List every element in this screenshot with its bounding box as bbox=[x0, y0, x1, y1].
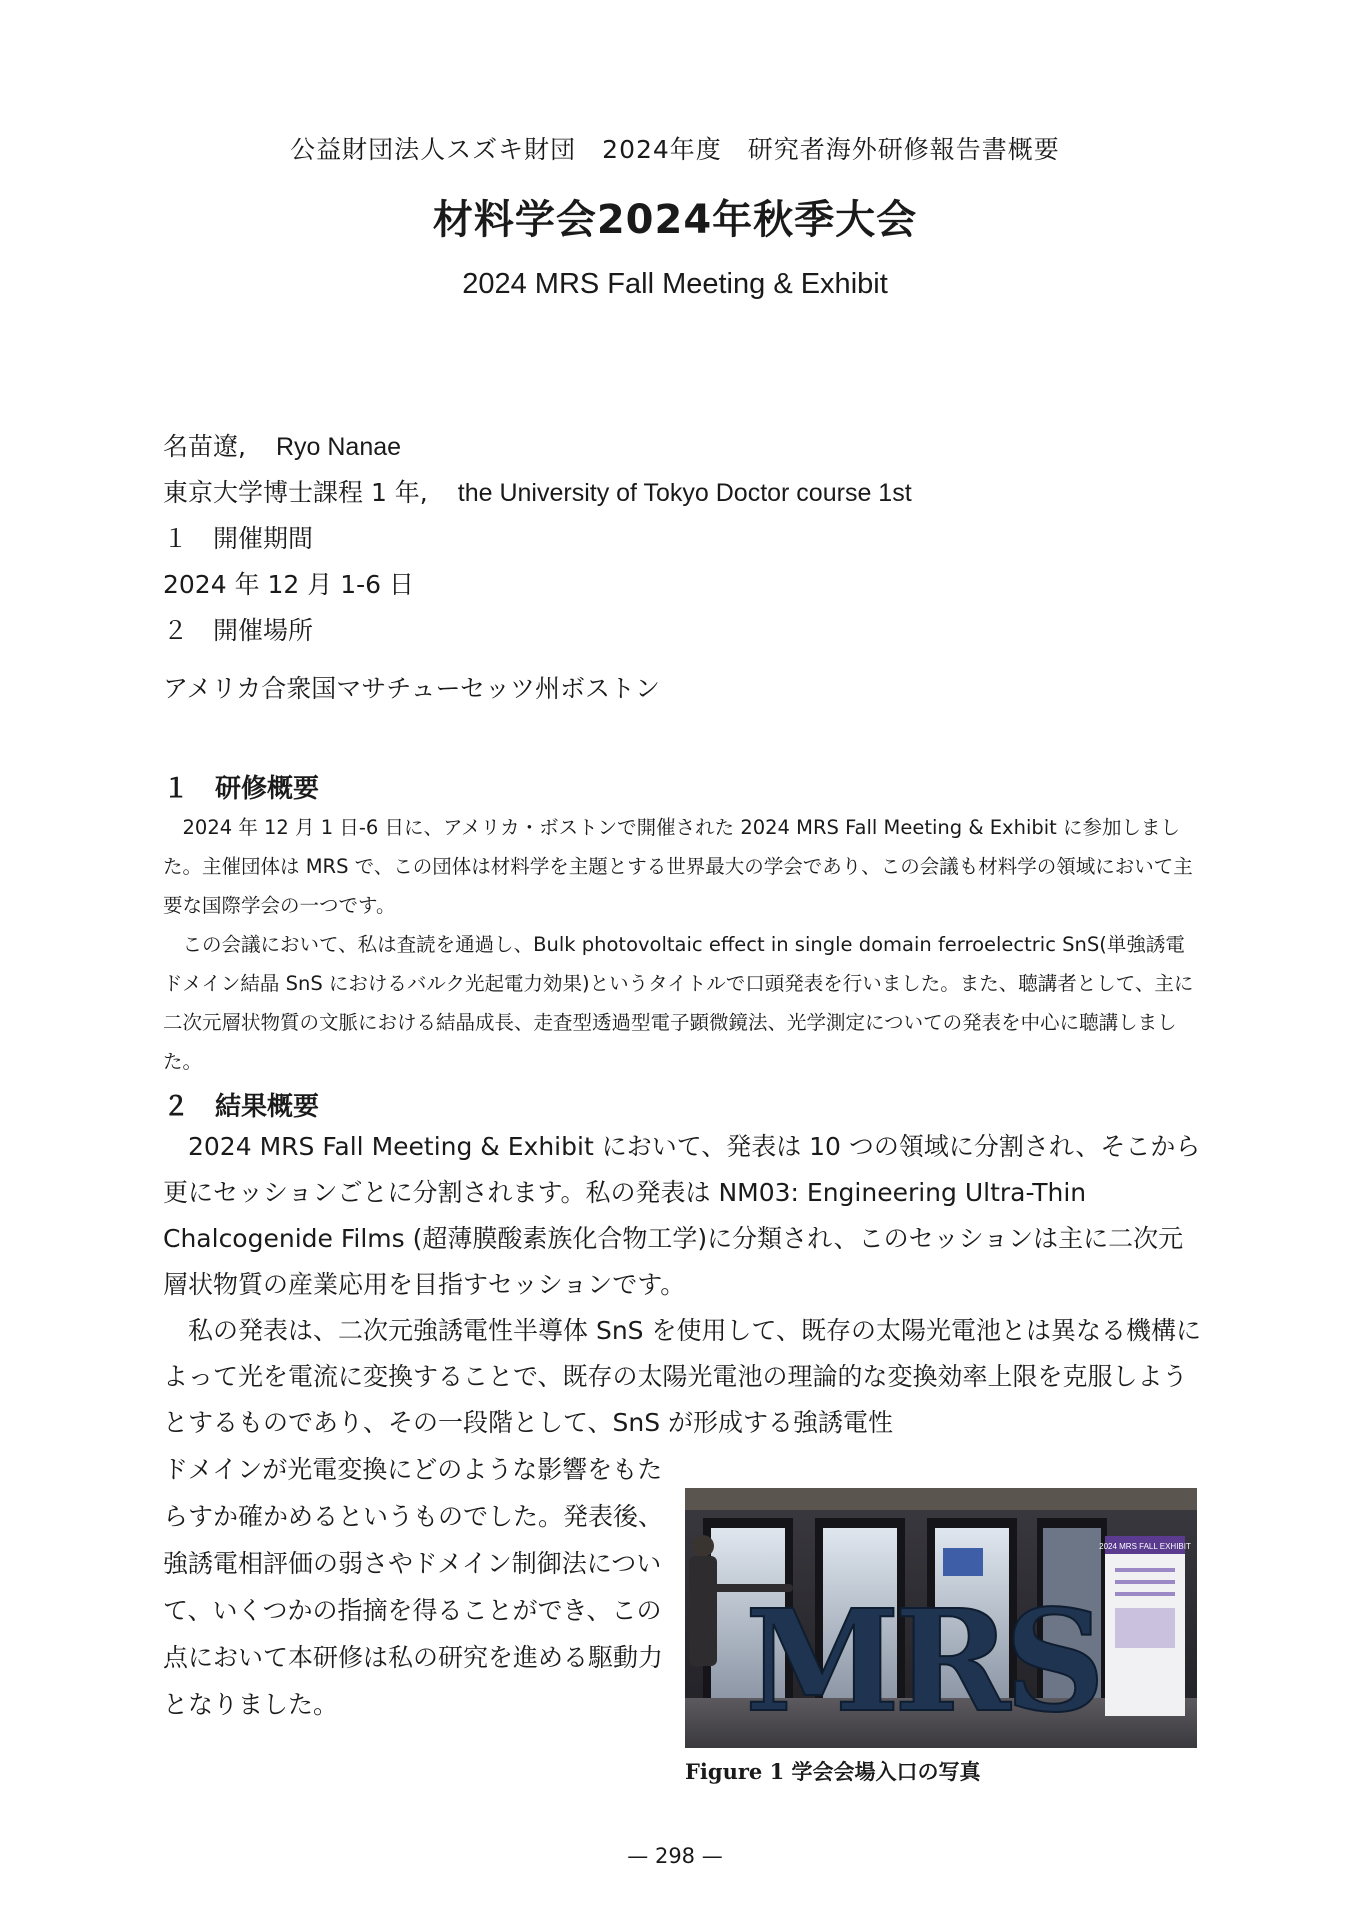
venue-photo-illustration bbox=[685, 1488, 1197, 1748]
place-heading: ２ 開催場所 bbox=[163, 616, 314, 645]
affiliation-en: the University of Tokyo Doctor course 1st bbox=[457, 479, 912, 507]
venue-entrance-photo bbox=[685, 1488, 1197, 1748]
author-name-line bbox=[163, 424, 1203, 470]
figure-caption: Figure 1 学会会場入口の写真 bbox=[685, 1759, 981, 1784]
section1-heading: １ 研修概要 bbox=[163, 774, 320, 804]
section1-paragraph-1: 2024 年 12 月 1 日-6 日に、アメリカ・ボストンで開催された 2024 MRS Fall Meeting & Exhibit に参加しました。主催団体は MRS で、この団体は材料学を主題とする世界最大の学会であり、この会議も材料学の領域において主要な国際学会の一つです。 bbox=[163, 816, 1193, 917]
section2-paragraph-2: 私の発表は、二次元強誘電性半導体 SnS を使用して、既存の太陽光電池とは異なる機構によって光を電流に変換することで、既存の太陽光電池の理論的な変換効率上限を克服しようとするものであり、その一段階として、SnS が形成する強誘電性 bbox=[163, 1316, 1201, 1437]
report-header: 公益財団法人スズキ財団 2024年度 研究者海外研修報告書概要 bbox=[290, 135, 1060, 164]
page-number: — 298 — bbox=[627, 1844, 723, 1868]
author-info bbox=[163, 424, 1203, 712]
section2-body bbox=[163, 1124, 1203, 1446]
section2-paragraph-2-continued: ドメインが光電変換にどのような影響をもたらすか確かめるというものでした。発表後、強誘電相評価の弱さやドメイン制御法について、いくつかの指摘を得ることができ、この点において本研修は私の研究を進める駆動力となりました。 bbox=[163, 1455, 664, 1719]
author-name-en: Ryo Nanae bbox=[275, 433, 402, 461]
page-subtitle: 2024 MRS Fall Meeting & Exhibit bbox=[462, 268, 888, 300]
mrs-sign: MRS bbox=[745, 1580, 1100, 1744]
section1-paragraph-2: この会議において、私は査読を通過し、Bulk photovoltaic effect in single domain ferroelectric SnS(単強誘電ドメイン結晶 SnS におけるバルク光起電力効果)というタイトルで口頭発表を行いました。また、聴講者として、主に二次元層状物質の文脈における結晶成長、走査型透過型電子顕微鏡法、光学測定についての発表を中心に聴講しました。 bbox=[163, 933, 1194, 1073]
section2-paragraph-1: 2024 MRS Fall Meeting & Exhibit において、発表は 10 つの領域に分割され、そこから更にセッションごとに分割されます。私の発表は NM03: Engineering Ultra-Thin Chalcogenide Films (超薄膜酸素族化合物工学)に分類され、このセッションは主に二次元層状物質の産業応用を目指すセッションです。 bbox=[163, 1132, 1201, 1299]
affiliation-line bbox=[163, 470, 1203, 516]
section1-body bbox=[163, 808, 1203, 1081]
page-title: 材料学会2024年秋季大会 bbox=[432, 197, 918, 243]
period-value: 2024 年 12 月 1-6 日 bbox=[163, 570, 415, 599]
banner-text: 2024 MRS FALL EXHIBIT bbox=[1099, 1542, 1191, 1551]
affiliation-ja: 東京大学博士課程 1 年, bbox=[163, 478, 428, 507]
period-heading: １ 開催期間 bbox=[163, 524, 314, 553]
author-name-ja: 名苗遼, bbox=[163, 432, 246, 461]
section2-heading: ２ 結果概要 bbox=[163, 1092, 320, 1122]
place-value: アメリカ合衆国マサチューセッツ州ボストン bbox=[163, 674, 661, 703]
